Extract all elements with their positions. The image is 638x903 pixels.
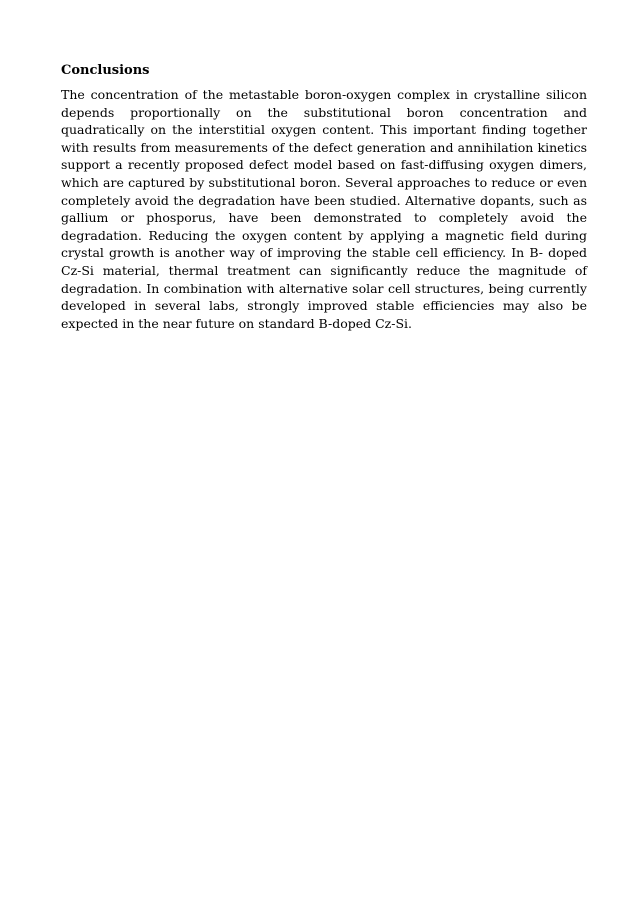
conclusions-section	[61, 62, 587, 332]
conclusions-paragraph: The concentration of the metastable boron-oxygen complex in crystalline silicon depends proportionally on the substitutional boron concentration and quadratically on the interstitial oxygen content. This important finding together with results from measurements of the defect generation and annihilation kinetics support a recently proposed defect model based on fast-diffusing oxygen dimers, which are captured by substitutional boron. Several approaches to reduce or even completely avoid the degradation have been studied. Alternative dopants, such as gallium or phosporus, have been demonstrated to completely avoid the degradation. Reducing the oxygen content by applying a magnetic field during crystal growth is another way of improving the stable cell efficiency. In B- doped Cz-Si material, thermal treatment can significantly reduce the magnitude of degradation. In combination with alternative solar cell structures, being currently developed in several labs, strongly improved stable efficiencies may also be expected in the near future on standard B-doped Cz-Si.	[61, 87, 587, 331]
section-heading: Conclusions	[61, 63, 150, 78]
